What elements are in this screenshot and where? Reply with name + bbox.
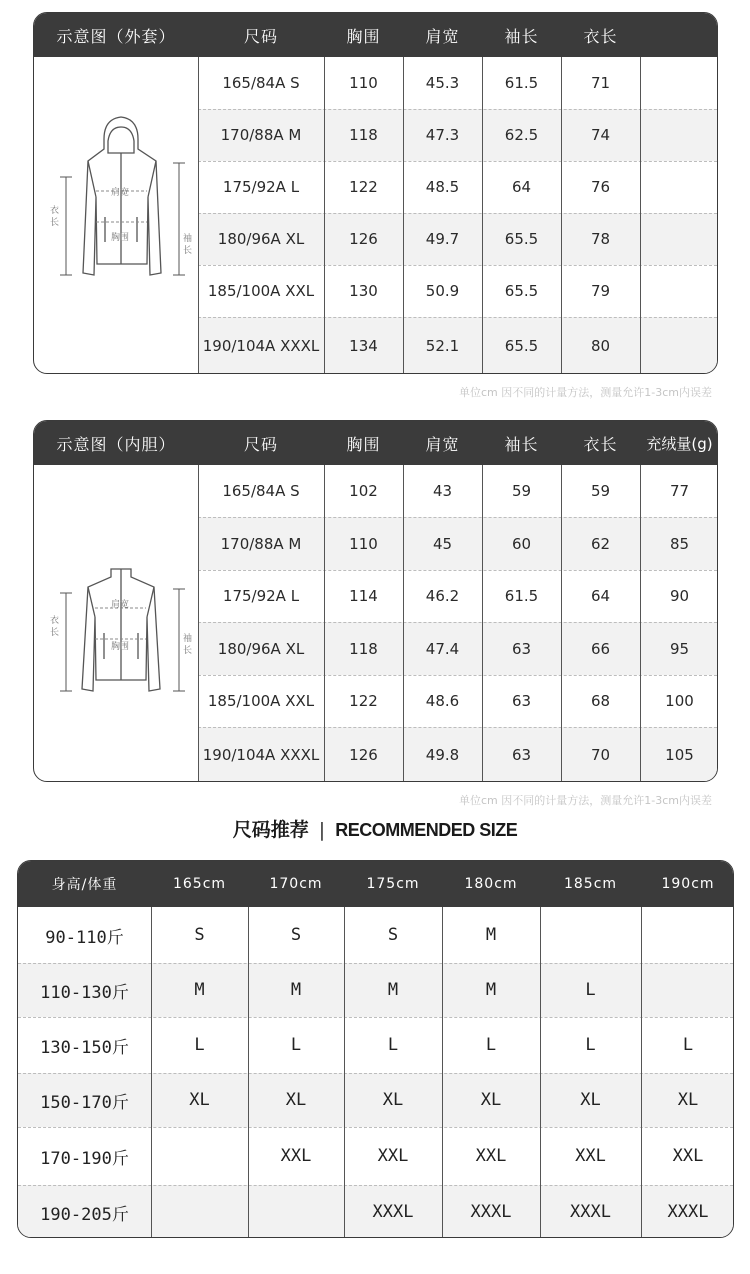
header-height: 185cm xyxy=(563,876,618,892)
cell-chest: 118 xyxy=(349,639,378,658)
cell-size: XXXL xyxy=(570,1202,611,1222)
cell-size: XXL xyxy=(575,1146,606,1166)
cell-size: 190/104A XXXL xyxy=(202,746,320,764)
cell-shoulder: 45.3 xyxy=(425,74,460,92)
cell-sleeve: 63 xyxy=(511,639,532,658)
cell-size xyxy=(641,963,734,1017)
cell-size xyxy=(151,1127,248,1185)
cell-shoulder: 48.5 xyxy=(425,178,460,196)
cell-shoulder: 52.1 xyxy=(425,337,460,355)
measurement-note: 单位cm 因不同的计量方法，测量允许1-3cm内误差 xyxy=(459,794,712,807)
cell-shoulder: 48.6 xyxy=(425,692,460,710)
cell-shoulder: 47.3 xyxy=(425,126,460,144)
recommend-title-cn: 尺码推荐 xyxy=(232,819,309,841)
cell-length: 68 xyxy=(590,692,611,710)
cell-size: 185/100A XXL xyxy=(207,692,315,710)
header-height-weight: 身高/体重 xyxy=(51,877,118,893)
cell-weight: 150-170斤 xyxy=(40,1092,129,1113)
diagram-label-sleeve: 袖长 xyxy=(183,234,193,256)
cell-down-fill: 100 xyxy=(665,692,694,710)
cell-shoulder: 49.7 xyxy=(425,230,460,248)
header-down-fill: 充绒量(g) xyxy=(646,434,713,453)
cell-size: L xyxy=(387,1035,399,1055)
cell-size: XXXL xyxy=(470,1202,512,1222)
table-body xyxy=(34,465,717,781)
cell-length: 59 xyxy=(590,482,611,500)
cell-size: 170/88A M xyxy=(220,534,302,553)
cell-sleeve: 62.5 xyxy=(504,126,539,144)
cell-sleeve: 59 xyxy=(511,482,532,500)
cell-chest: 126 xyxy=(349,230,378,248)
recommend-title: 尺码推荐 | RECOMMENDED SIZE xyxy=(232,819,518,841)
cell-size: 165/84A S xyxy=(222,482,300,500)
cell-size: S xyxy=(194,925,205,945)
cell-size: L xyxy=(194,1035,205,1055)
cell-size: 190/104A XXXL xyxy=(202,337,320,355)
cell-length: 74 xyxy=(590,126,611,144)
cell-size: M xyxy=(485,925,497,945)
cell-down-fill: 105 xyxy=(665,746,694,764)
header-height: 175cm xyxy=(366,876,420,892)
cell-down-fill: 85 xyxy=(669,534,690,553)
cell-sleeve: 61.5 xyxy=(504,74,539,92)
cell-down-fill: 90 xyxy=(669,587,690,605)
diagram-label-shoulder: 肩宽 xyxy=(111,188,130,198)
cell-size: XL xyxy=(382,1090,404,1110)
table-header xyxy=(34,421,717,465)
recommend-table xyxy=(17,860,734,1238)
cell-chest: 122 xyxy=(349,178,378,196)
header-sleeve: 袖长 xyxy=(504,26,539,46)
cell-size: 175/92A L xyxy=(222,178,300,196)
cell-size: XL xyxy=(480,1090,502,1110)
cell-size: M xyxy=(485,980,497,1000)
header-length: 衣长 xyxy=(583,26,618,46)
cell-size: L xyxy=(682,1035,694,1055)
cell-size xyxy=(151,1185,248,1238)
cell-size: XXXL xyxy=(667,1202,709,1222)
cell-size: XL xyxy=(189,1090,210,1110)
cell-size: XXL xyxy=(280,1146,312,1166)
cell-weight: 170-190斤 xyxy=(40,1148,129,1169)
cell-chest: 114 xyxy=(349,587,378,605)
cell-weight: 110-130斤 xyxy=(40,982,129,1003)
cell-shoulder: 45 xyxy=(432,534,453,553)
diagram-label-shoulder: 肩宽 xyxy=(111,600,130,610)
table-header xyxy=(34,13,717,57)
cell-size xyxy=(641,907,734,963)
cell-down-fill: 77 xyxy=(669,482,690,500)
cell-sleeve: 65.5 xyxy=(504,337,539,355)
cell-size: XXL xyxy=(377,1146,409,1166)
header-length: 衣长 xyxy=(583,434,618,454)
cell-length: 71 xyxy=(590,74,611,92)
cell-down-fill: 95 xyxy=(669,639,690,658)
header-height: 190cm xyxy=(661,876,715,892)
cell-size: 175/92A L xyxy=(222,587,300,605)
header-height: 180cm xyxy=(464,876,518,892)
cell-weight: 190-205斤 xyxy=(40,1204,129,1225)
size-table-liner xyxy=(33,420,718,782)
cell-size: M xyxy=(387,980,399,1000)
cell-sleeve: 63 xyxy=(511,692,532,710)
header-sleeve: 袖长 xyxy=(504,434,539,454)
cell-shoulder: 46.2 xyxy=(425,587,460,605)
cell-chest: 110 xyxy=(349,534,378,553)
cell-size: XL xyxy=(285,1090,307,1110)
cell-size: S xyxy=(290,925,302,945)
cell-sleeve: 60 xyxy=(511,534,532,553)
cell-size: XXL xyxy=(475,1146,507,1166)
recommend-title-en: RECOMMENDED SIZE xyxy=(335,820,518,840)
cell-length: 76 xyxy=(590,178,611,196)
cell-size xyxy=(540,907,641,963)
cell-size: 165/84A S xyxy=(222,74,300,92)
cell-length: 64 xyxy=(590,587,611,605)
cell-chest: 122 xyxy=(349,692,378,710)
cell-length: 78 xyxy=(590,230,611,248)
header-height: 170cm xyxy=(269,876,323,892)
cell-size xyxy=(248,1185,344,1238)
cell-size: M xyxy=(194,980,205,1000)
cell-chest: 102 xyxy=(349,482,378,500)
header-size: 尺码 xyxy=(243,434,278,454)
diagram-label-chest: 胸围 xyxy=(111,233,130,243)
size-table-jacket xyxy=(33,12,718,374)
header-shoulder: 肩宽 xyxy=(425,26,460,46)
cell-length: 70 xyxy=(590,746,611,764)
cell-size: XL xyxy=(580,1090,601,1110)
cell-size: L xyxy=(485,1035,497,1055)
measurement-note: 单位cm 因不同的计量方法，测量允许1-3cm内误差 xyxy=(459,386,712,399)
cell-size: 185/100A XXL xyxy=(207,282,315,300)
cell-sleeve: 64 xyxy=(511,178,532,196)
table-body xyxy=(34,57,717,373)
cell-size: XXL xyxy=(672,1146,704,1166)
diagram-label-length: 衣长 xyxy=(50,616,60,638)
diagram-label-chest: 胸围 xyxy=(111,642,130,652)
header-extra xyxy=(640,13,718,57)
cell-chest: 134 xyxy=(349,337,378,355)
cell-length: 79 xyxy=(590,282,611,300)
header-diagram: 示意图（外套） xyxy=(56,26,176,46)
cell-shoulder: 47.4 xyxy=(425,639,460,658)
header-chest: 胸围 xyxy=(346,26,381,46)
cell-length: 66 xyxy=(590,639,611,658)
diagram-label-sleeve: 袖长 xyxy=(183,634,193,656)
cell-sleeve: 65.5 xyxy=(504,230,539,248)
cell-weight: 90-110斤 xyxy=(45,927,124,948)
cell-size: L xyxy=(585,980,596,1000)
cell-size: 170/88A M xyxy=(220,126,302,144)
cell-shoulder: 49.8 xyxy=(425,746,460,764)
header-height: 165cm xyxy=(172,876,227,892)
cell-length: 80 xyxy=(590,337,611,355)
cell-shoulder: 50.9 xyxy=(425,282,460,300)
header-diagram: 示意图（内胆） xyxy=(56,434,176,454)
cell-weight: 130-150斤 xyxy=(40,1037,129,1058)
cell-sleeve: 65.5 xyxy=(504,282,539,300)
cell-size: L xyxy=(585,1035,596,1055)
diagram-label-length: 衣长 xyxy=(50,206,60,228)
cell-size: XXXL xyxy=(372,1202,414,1222)
cell-chest: 118 xyxy=(349,126,378,144)
cell-chest: 126 xyxy=(349,746,378,764)
cell-size: S xyxy=(387,925,399,945)
cell-size: M xyxy=(290,980,302,1000)
header-chest: 胸围 xyxy=(346,434,381,454)
table-header xyxy=(18,861,733,907)
header-shoulder: 肩宽 xyxy=(425,434,460,454)
cell-sleeve: 63 xyxy=(511,746,532,764)
cell-size: XL xyxy=(677,1090,699,1110)
cell-size: L xyxy=(290,1035,302,1055)
table-body xyxy=(18,907,733,1237)
cell-shoulder: 43 xyxy=(432,482,453,500)
header-size: 尺码 xyxy=(243,26,278,46)
cell-size: 180/96A XL xyxy=(217,639,305,658)
cell-sleeve: 61.5 xyxy=(504,587,539,605)
cell-chest: 110 xyxy=(349,74,378,92)
cell-size: 180/96A XL xyxy=(217,230,305,248)
cell-length: 62 xyxy=(590,534,611,553)
cell-chest: 130 xyxy=(349,282,378,300)
